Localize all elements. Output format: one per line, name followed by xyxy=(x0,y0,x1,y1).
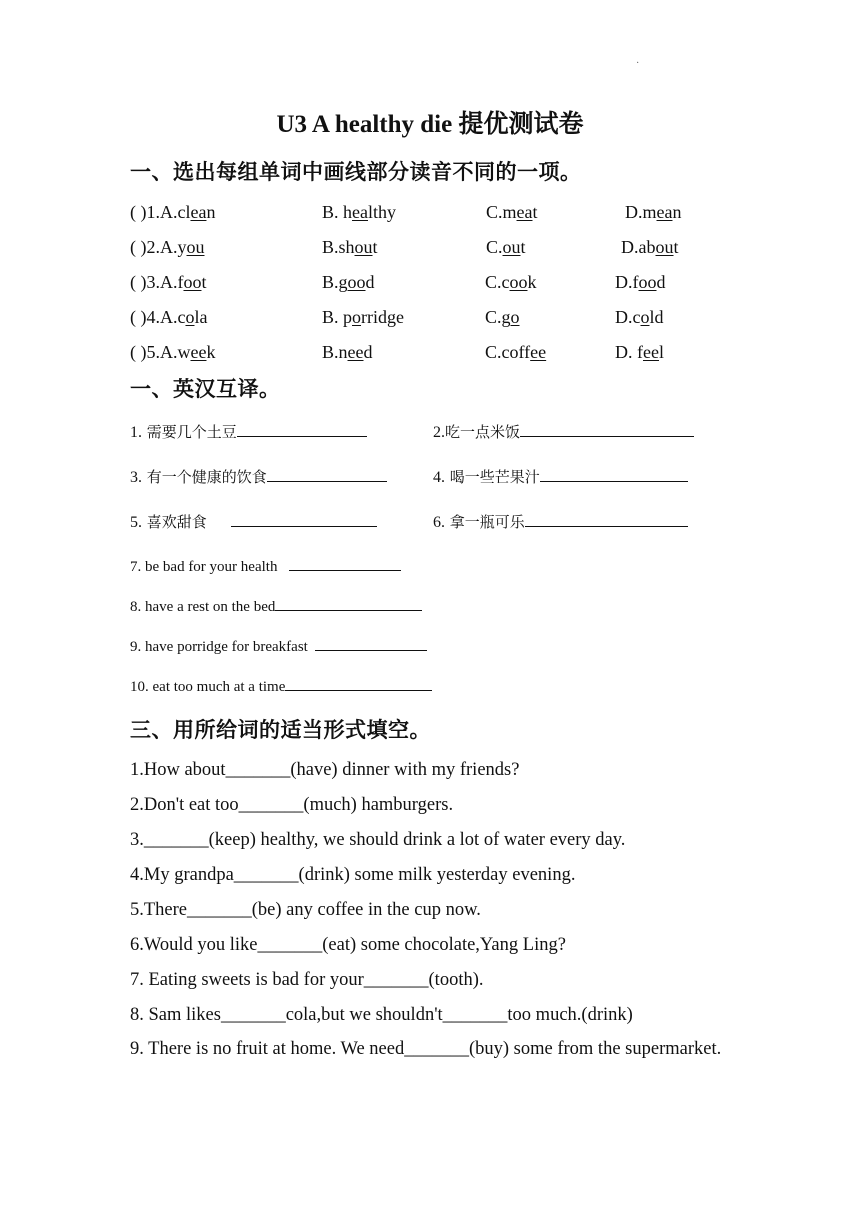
answer-blank[interactable] xyxy=(285,676,432,691)
option-d: D.food xyxy=(615,272,666,292)
option-a: ( )1.A.clean xyxy=(130,202,216,222)
option-c: C.coffee xyxy=(485,342,547,362)
translation-item-2: 2.吃一点米饭 xyxy=(433,421,694,442)
option-a: ( )4.A.cola xyxy=(130,307,208,327)
option-d: D.mean xyxy=(625,202,682,222)
answer-blank[interactable] xyxy=(267,467,387,482)
translation-item-7: 7. be bad for your health xyxy=(130,556,401,576)
option-d: D. feel xyxy=(615,342,664,362)
translation-item-6: 6. 拿一瓶可乐 xyxy=(433,511,688,532)
answer-blank[interactable] xyxy=(237,422,367,437)
answer-blank[interactable] xyxy=(275,596,422,611)
answer-blank[interactable] xyxy=(525,512,688,527)
fill-blank-9: 9. There is no fruit at home. We need_______(buy) some from the supermarket. xyxy=(130,1039,722,1059)
option-b: B. healthy xyxy=(322,202,397,222)
section2-heading: 一、英汉互译。 xyxy=(130,377,281,401)
option-b: B.good xyxy=(322,272,375,292)
translation-item-10: 10. eat too much at a time xyxy=(130,676,432,696)
fill-blank-7: 7. Eating sweets is bad for your_______(tooth). xyxy=(130,970,484,990)
fill-blank-8: 8. Sam likes_______cola,but we shouldn't_______too much.(drink) xyxy=(130,1005,633,1025)
option-c: C.out xyxy=(486,237,526,257)
answer-blank[interactable] xyxy=(520,422,694,437)
option-b: B.shout xyxy=(322,237,378,257)
fill-blank-5: 5.There_______(be) any coffee in the cup now. xyxy=(130,900,481,920)
option-b: B.need xyxy=(322,342,373,362)
answer-blank[interactable] xyxy=(231,512,377,527)
page-dot-mark: · xyxy=(636,58,640,69)
section3-heading: 三、用所给词的适当形式填空。 xyxy=(130,718,431,742)
fill-blank-1: 1.How about_______(have) dinner with my friends? xyxy=(130,760,520,780)
answer-blank[interactable] xyxy=(315,636,427,651)
option-a: ( )3.A.foot xyxy=(130,272,207,292)
translation-item-4: 4. 喝一些芒果汁 xyxy=(433,466,688,487)
fill-blank-2: 2.Don't eat too_______(much) hamburgers. xyxy=(130,795,454,815)
translation-item-1: 1. 需要几个土豆 xyxy=(130,421,367,442)
fill-blank-6: 6.Would you like_______(eat) some chocolate,Yang Ling? xyxy=(130,935,566,955)
translation-item-5: 5. 喜欢甜食 xyxy=(130,511,377,532)
answer-blank[interactable] xyxy=(289,556,401,571)
translation-item-8: 8. have a rest on the bed xyxy=(130,596,422,616)
fill-blank-3: 3._______(keep) healthy, we should drink a lot of water every day. xyxy=(130,830,626,850)
worksheet-title: U3 A healthy die 提优测试卷 xyxy=(276,111,584,138)
option-d: D.cold xyxy=(615,307,664,327)
option-a: ( )5.A.week xyxy=(130,342,216,362)
translation-item-3: 3. 有一个健康的饮食 xyxy=(130,466,387,487)
option-a: ( )2.A.you xyxy=(130,237,205,257)
option-c: C.go xyxy=(485,307,520,327)
translation-item-9: 9. have porridge for breakfast xyxy=(130,636,427,656)
fill-blank-4: 4.My grandpa_______(drink) some milk yesterday evening. xyxy=(130,865,576,885)
section1-heading: 一、选出每组单词中画线部分读音不同的一项。 xyxy=(130,160,582,184)
option-c: C.meat xyxy=(486,202,538,222)
option-d: D.about xyxy=(621,237,679,257)
answer-blank[interactable] xyxy=(540,467,688,482)
option-b: B. porridge xyxy=(322,307,404,327)
option-c: C.cook xyxy=(485,272,537,292)
